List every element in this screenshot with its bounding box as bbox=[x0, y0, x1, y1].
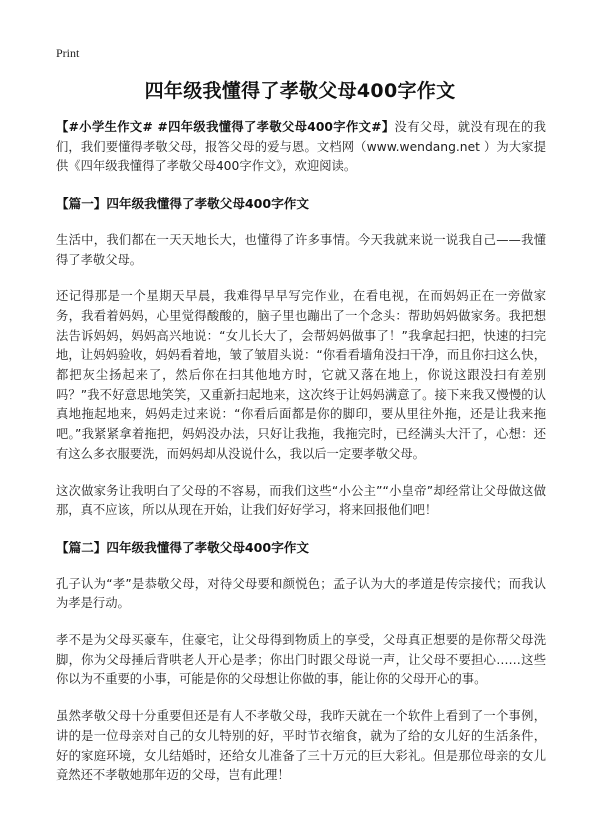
intro-text: 没有父母，就没有现在的我们，我们要懂得孝敬父母，报答父母的爱与恩。文档网（www.wendang.net ）为大家提供《四年级我懂得了孝敬父母400字作文》，欢迎阅读。 bbox=[56, 120, 546, 174]
section-2-paragraph: 孝不是为父母买豪车，住豪宅，让父母得到物质上的享受，父母真正想要的是你帮父母洗脚，你为父母捶后背哄老人开心是孝；你出门时跟父母说一声，让父母不要担心……这些你以为不重要的小事，可能是你的父母想让你做的事，能让你的父母开心的事。 bbox=[56, 633, 546, 687]
article-body bbox=[56, 118, 546, 803]
section-heading-2: 【篇二】四年级我懂得了孝敬父母400字作文 bbox=[56, 539, 309, 555]
print-label: Print bbox=[56, 46, 80, 60]
section-2-paragraph: 孔子认为“孝”是恭敬父母，对待父母要和颜悦色；孟子认为大的孝道是传宗接代；而我认为孝是行动。 bbox=[56, 576, 546, 611]
section-1-paragraph: 这次做家务让我明白了父母的不容易，而我们这些“小公主”“小皇帝”却经常让父母做这做那，真不应该，所以从现在开始，让我们好好学习，将来回报他们吧！ bbox=[56, 483, 546, 518]
section-heading-1: 【篇一】四年级我懂得了孝敬父母400字作文 bbox=[56, 196, 309, 212]
intro-tag: 【#小学生作文# #四年级我懂得了孝敬父母400字作文#】 bbox=[56, 120, 395, 134]
page-title: 四年级我懂得了孝敬父母400字作文 bbox=[144, 80, 456, 102]
section-1-paragraph: 生活中，我们都在一天天地长大，也懂得了许多事情。今天我就来说一说我自己——我懂得了孝敬父母。 bbox=[56, 232, 546, 267]
section-1-paragraph: 还记得那是一个星期天早晨，我难得早早写完作业，在看电视，在而妈妈正在一旁做家务，我看着妈妈，心里觉得酸酸的，脑子里也蹦出了一个念头：帮助妈妈做家务。我把想法告诉妈妈，妈妈高兴地说：“女儿长大了，会帮妈妈做事了！”我拿起扫把，快速的扫完地，让妈妈验收，妈妈看着地，皱了皱眉头说：“你看看墙角没扫干净，而且你扫这么快，都把灰尘扬起来了，然后你在扫其他地方时，它就又落在地上，你说这跟没扫有差别吗？”我不好意思地笑笑，又重新扫起地来，这次终于让妈妈满意了。接下来我又慢慢的认真地拖起地来，妈妈走过来说：“你看后面都是你的脚印，要从里往外拖，还是让我来拖吧。”我紧紧拿着拖把，妈妈没办法，只好让我拖，我拖完时，已经满头大汗了，心想：还有这么多衣服要洗，而妈妈却从没说什么，我以后一定要孝敬父母。 bbox=[56, 289, 546, 461]
section-2-paragraph: 虽然孝敬父母十分重要但还是有人不孝敬父母，我昨天就在一个软件上看到了一个事例，讲的是一位母亲对自己的女儿特别的好，平时节衣缩食，就为了给的女儿好的生活条件，好的家庭环境，女儿结婚时，还给女儿准备了三十万元的巨大彩礼。但是那位母亲的女儿竟然还不孝敬她那年迈的父母，岂有此理！ bbox=[56, 709, 546, 783]
intro-paragraph bbox=[56, 118, 546, 177]
